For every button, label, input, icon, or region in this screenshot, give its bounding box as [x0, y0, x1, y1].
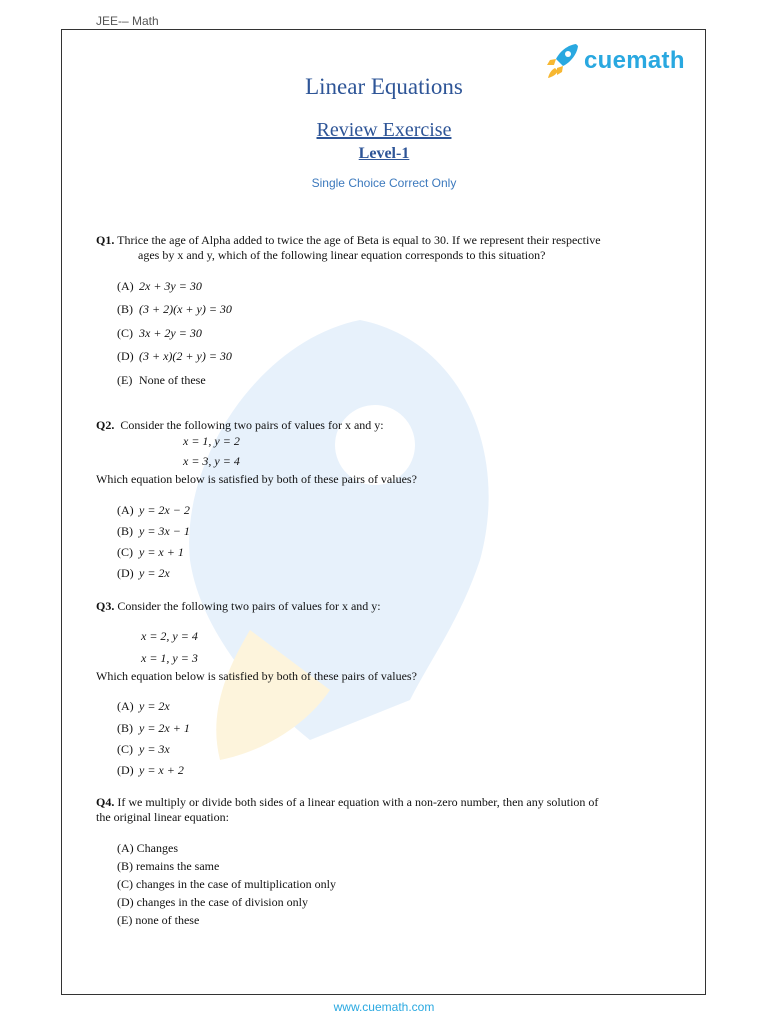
option-label: (C)	[117, 742, 133, 756]
option-label: (C)	[117, 877, 133, 891]
option-text: (3 + 2)(x + y) = 30	[139, 302, 232, 316]
question-text-continued: Which equation below is satisfied by both of these pairs of values?	[96, 669, 417, 683]
value-pair: x = 1, y = 3	[141, 651, 198, 665]
option-b[interactable]	[117, 524, 190, 539]
question-1	[96, 233, 601, 248]
option-e[interactable]	[117, 373, 206, 388]
option-text: none of these	[135, 913, 200, 927]
option-text: y = x + 2	[139, 763, 184, 777]
option-d[interactable]	[117, 763, 184, 778]
option-c[interactable]	[117, 742, 170, 757]
question-text-continued: the original linear equation:	[96, 810, 229, 824]
option-label: (A)	[117, 699, 134, 713]
value-pair: x = 3, y = 4	[183, 454, 240, 468]
question-text: Thrice the age of Alpha added to twice the age of Beta is equal to 30. If we represent their respective	[117, 233, 601, 247]
option-c[interactable]	[117, 877, 336, 892]
option-a[interactable]	[117, 279, 202, 294]
option-label: (D)	[117, 895, 134, 909]
option-label: (B)	[117, 721, 133, 735]
option-text: y = 3x − 1	[139, 524, 190, 538]
option-label: (E)	[117, 913, 133, 927]
option-text: y = 2x − 2	[139, 503, 190, 517]
question-2	[96, 418, 384, 433]
option-label: (D)	[117, 349, 134, 363]
option-a[interactable]	[117, 699, 170, 714]
header-label: JEE-– Math	[96, 14, 159, 28]
question-text-continued: ages by x and y, which of the following linear equation corresponds to this situation?	[138, 248, 546, 262]
option-c[interactable]	[117, 545, 184, 560]
option-label: (D)	[117, 763, 134, 777]
option-b[interactable]	[117, 302, 232, 317]
option-text: changes in the case of multiplication only	[136, 877, 336, 891]
option-label: (B)	[117, 524, 133, 538]
option-d[interactable]	[117, 895, 308, 910]
question-number: Q2.	[96, 418, 115, 432]
instruction-text: Single Choice Correct Only	[311, 176, 457, 190]
option-label: (E)	[117, 373, 133, 387]
option-a[interactable]	[117, 503, 190, 518]
option-b[interactable]	[117, 859, 219, 874]
option-text: 3x + 2y = 30	[139, 326, 202, 340]
option-d[interactable]	[117, 566, 170, 581]
option-text: remains the same	[136, 859, 220, 873]
option-text: y = 2x	[139, 699, 170, 713]
option-text: y = 2x + 1	[139, 721, 190, 735]
option-label: (B)	[117, 302, 133, 316]
option-e[interactable]	[117, 913, 199, 928]
question-text: Consider the following two pairs of values for x and y:	[120, 418, 384, 432]
option-label: (C)	[117, 326, 133, 340]
footer-link[interactable]: www.cuemath.com	[333, 1000, 435, 1014]
option-text: changes in the case of division only	[136, 895, 308, 909]
option-label: (D)	[117, 566, 134, 580]
option-label: (C)	[117, 545, 133, 559]
option-text: y = 2x	[139, 566, 170, 580]
question-number: Q4.	[96, 795, 115, 809]
option-text: y = x + 1	[139, 545, 184, 559]
option-text: y = 3x	[139, 742, 170, 756]
question-text-continued: Which equation below is satisfied by both of these pairs of values?	[96, 472, 417, 486]
page-subtitle: Review Exercise	[316, 119, 452, 141]
rocket-watermark-icon	[160, 300, 520, 770]
option-label: (B)	[117, 859, 133, 873]
option-text: (3 + x)(2 + y) = 30	[139, 349, 232, 363]
option-text: 2x + 3y = 30	[139, 279, 202, 293]
value-pair: x = 1, y = 2	[183, 434, 240, 448]
page-title: Linear Equations	[305, 74, 463, 99]
question-number: Q3.	[96, 599, 115, 613]
option-c[interactable]	[117, 326, 202, 341]
question-4	[96, 795, 686, 810]
option-a[interactable]	[117, 841, 178, 856]
option-label: (A)	[117, 841, 134, 855]
option-text: Changes	[136, 841, 178, 855]
value-pair: x = 2, y = 4	[141, 629, 198, 643]
question-3	[96, 599, 381, 614]
option-b[interactable]	[117, 721, 190, 736]
question-number: Q1.	[96, 233, 115, 247]
option-label: (A)	[117, 279, 134, 293]
option-d[interactable]	[117, 349, 232, 364]
question-text: If we multiply or divide both sides of a linear equation with a non-zero number, then any solution of	[117, 795, 599, 809]
option-text: None of these	[139, 373, 206, 387]
logo-text: cuemath	[584, 47, 685, 74]
option-label: (A)	[117, 503, 134, 517]
level-label: Level-1	[358, 145, 410, 162]
question-text: Consider the following two pairs of values for x and y:	[117, 599, 381, 613]
